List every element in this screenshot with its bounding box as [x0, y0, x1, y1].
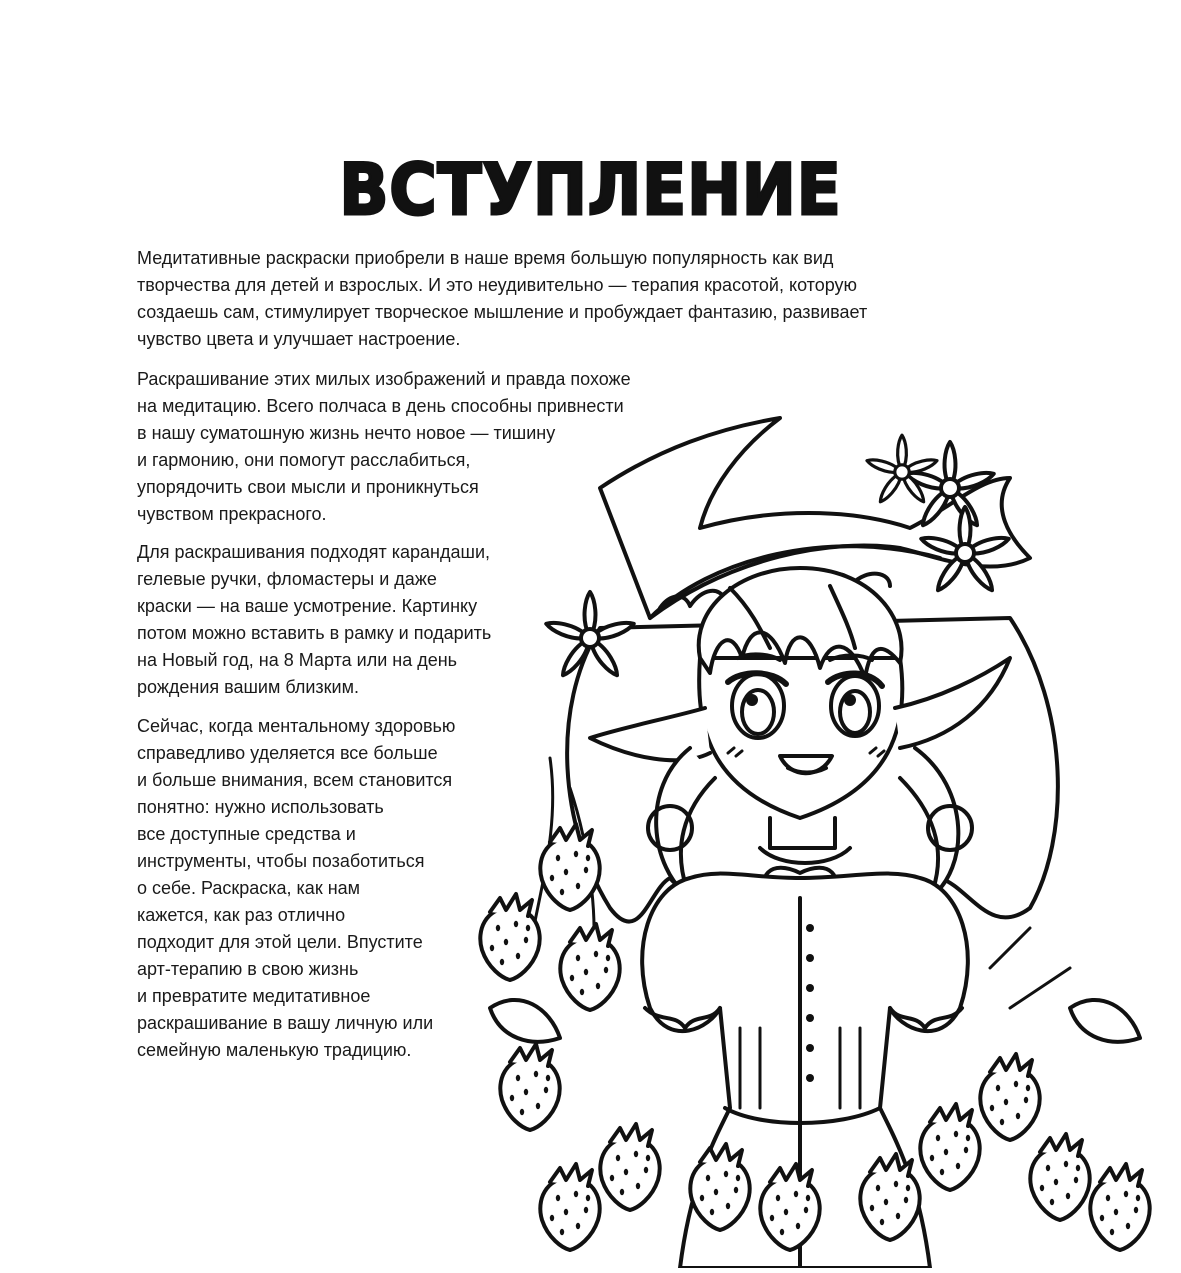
text-line: раскрашивание в вашу личную или	[137, 1013, 434, 1033]
text-line: понятно: нужно использовать	[137, 797, 384, 817]
text-line: рождения вашим близким.	[137, 677, 359, 697]
text-line: и больше внимания, всем становится	[137, 770, 453, 790]
text-line: чувством прекрасного.	[137, 504, 327, 524]
text-line: на медитацию. Всего полчаса в день способны привнести	[137, 396, 624, 416]
text-line: и гармонию, они помогут расслабиться,	[137, 450, 471, 470]
paragraph-3	[137, 539, 491, 701]
text-line: Раскрашивание этих милых изображений и правда похоже	[137, 369, 631, 389]
text-line: Медитативные раскраски приобрели в наше время большую популярность как вид	[137, 248, 834, 268]
paragraph-4	[137, 713, 455, 1064]
text-line: подходит для этой цели. Впустите	[137, 932, 423, 952]
text-line: краски — на ваше усмотрение. Картинку	[137, 596, 478, 616]
text-line: инструменты, чтобы позаботиться	[137, 851, 425, 871]
text-line: на Новый год, на 8 Марта или на день	[137, 650, 458, 670]
text-line: семейную маленькую традицию.	[137, 1040, 412, 1060]
text-line: чувство цвета и улучшает настроение.	[137, 329, 461, 349]
text-line: о себе. Раскраска, как нам	[137, 878, 361, 898]
text-line: создаешь сам, стимулирует творческое мышление и пробуждает фантазию, развивает	[137, 302, 868, 322]
text-line: арт-терапию в свою жизнь	[137, 959, 359, 979]
text-line: Сейчас, когда ментальному здоровью	[137, 716, 456, 736]
text-line: творчества для детей и взрослых. И это неудивительно — терапия красотой, которую	[137, 275, 858, 295]
paragraph-1	[137, 245, 867, 353]
elf-girl-illustration-icon	[470, 408, 1160, 1268]
page-title: ВСТУПЛЕНИЕ	[339, 149, 842, 231]
text-line: в нашу суматошную жизнь нечто новое — тишину	[137, 423, 556, 443]
text-line: упорядочить свои мысли и проникнуться	[137, 477, 479, 497]
text-line: и превратите медитативное	[137, 986, 371, 1006]
text-line: справедливо уделяется все больше	[137, 743, 438, 763]
text-line: Для раскрашивания подходят карандаши,	[137, 542, 490, 562]
text-line: потом можно вставить в рамку и подарить	[137, 623, 492, 643]
text-line: все доступные средства и	[137, 824, 356, 844]
text-line: гелевые ручки, фломастеры и даже	[137, 569, 437, 589]
text-line: кажется, как раз отлично	[137, 905, 346, 925]
